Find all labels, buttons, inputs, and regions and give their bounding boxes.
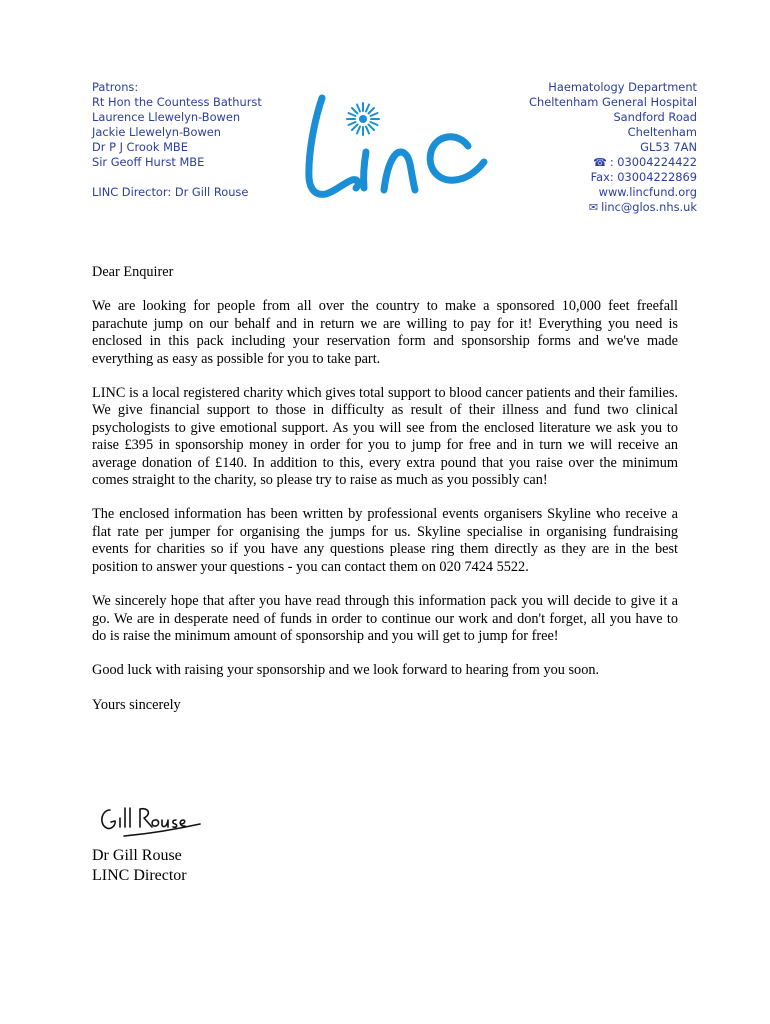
address-line: Haematology Department xyxy=(548,80,697,94)
signer-block xyxy=(92,846,187,886)
address-line: Cheltenham General Hospital xyxy=(529,95,697,109)
phone-number: : 03004224422 xyxy=(609,155,697,169)
patrons-heading: Patrons: xyxy=(92,80,139,94)
email-line xyxy=(437,200,697,215)
phone-line xyxy=(437,155,697,170)
salutation: Dear Enquirer xyxy=(92,264,174,280)
body-paragraph: Good luck with raising your sponsorship and we look forward to hearing from you soon. xyxy=(92,662,600,679)
body-paragraph: We are looking for people from all over the country to make a sponsored 10,000 feet freefall parachute jump on our behalf and in return we are willing to pay for it! Everything you need is enclosed in this pack including your reservation form and sponsorship forms and we've made everything as easy as possible for you to take part. xyxy=(92,298,678,367)
patron-name: Sir Geoff Hurst MBE xyxy=(92,155,205,169)
director-line: LINC Director: Dr Gill Rouse xyxy=(92,185,249,199)
signer-title: LINC Director xyxy=(92,867,187,884)
sunburst-icon xyxy=(347,103,379,135)
patron-name: Dr P J Crook MBE xyxy=(92,140,188,154)
handwritten-signature xyxy=(96,800,206,844)
fax-line: Fax: 03004222869 xyxy=(590,170,697,184)
address-line: Cheltenham xyxy=(627,125,697,139)
body-paragraph: We sincerely hope that after you have read through this information pack you will decide to give it a go. We are in desperate need of funds in order to continue our work and don't forget, all you have to do is raise the minimum amount of sponsorship and you will get to jump for free! xyxy=(92,593,678,644)
signer-name: Dr Gill Rouse xyxy=(92,847,182,864)
website-link[interactable]: www.lincfund.org xyxy=(598,185,697,199)
address-line: Sandford Road xyxy=(613,110,697,124)
patron-name: Laurence Llewelyn-Bowen xyxy=(92,110,241,124)
address-line: GL53 7AN xyxy=(640,140,697,154)
body-paragraph: LINC is a local registered charity which gives total support to blood cancer patients and their families. We give financial support to those in difficulty as result of their illness and fund two clinical psychologists to give emotional support. As you will see from the enclosed literature we ask you to raise £395 in sponsorship money in order for you to jump for free and in turn we will receive an average donation of £140. In addition to this, every extra pound that you raise over the minimum comes straight to the charity, so please try to raise as much as you possibly can! xyxy=(92,385,678,489)
patrons-block xyxy=(92,80,292,200)
letter-body xyxy=(92,264,678,731)
patron-name: Rt Hon the Countess Bathurst xyxy=(92,95,262,109)
telephone-icon: ☎ xyxy=(593,156,607,169)
body-paragraph: The enclosed information has been written by professional events organisers Skyline who receive a flat rate per jumper for organising the jumps for us. Skyline specialise in organising fundraising events for charities so if you have any questions please ring them directly as they are in the best position to answer your questions - you can contact them on 020 7424 5522. xyxy=(92,506,678,575)
address-block xyxy=(437,80,697,215)
envelope-icon: ✉ xyxy=(588,201,599,214)
email-link[interactable]: linc@glos.nhs.uk xyxy=(601,200,697,214)
closing: Yours sincerely xyxy=(92,696,181,713)
patron-name: Jackie Llewelyn-Bowen xyxy=(92,125,221,139)
